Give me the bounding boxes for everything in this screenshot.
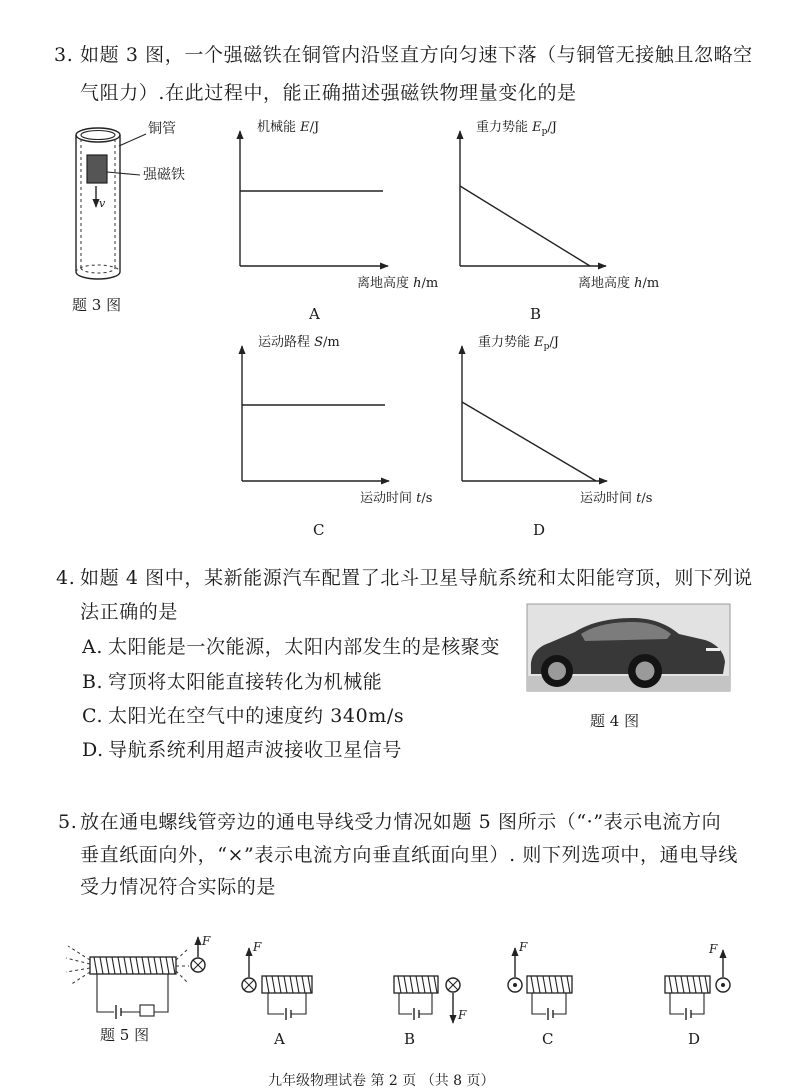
q4-option-d-label: D.	[82, 739, 104, 761]
option-b-force-label: F	[458, 1008, 467, 1022]
graph-b-x-label	[578, 276, 659, 292]
q5-number: 5.	[58, 811, 78, 833]
car-rear-wheel-rim	[548, 662, 566, 680]
graph-c-y-unit: /m	[323, 335, 340, 350]
current-dot	[513, 983, 517, 987]
graph-a-x-unit: /m	[421, 276, 439, 291]
graph-a-y-symbol: E	[300, 120, 310, 135]
q4-option-a-label: A.	[82, 636, 103, 658]
q5-option-c-letter: C	[542, 1030, 554, 1048]
q4-line-2: 法正确的是	[80, 601, 179, 623]
q4-number: 4.	[56, 567, 76, 589]
graph-b-x-unit: /m	[642, 276, 660, 291]
graph-a-y-unit: /J	[309, 120, 320, 135]
q4-option-b-text: 穹顶将太阳能直接转化为机械能	[108, 671, 383, 693]
q3-line-2: 气阻力）.在此过程中，能正确描述强磁铁物理量变化的是	[80, 82, 577, 104]
tube-label: 铜管	[148, 121, 176, 137]
graph-a	[240, 131, 388, 266]
circuit-wire	[268, 993, 284, 1014]
field-line	[66, 958, 90, 964]
switch-box	[140, 1005, 154, 1016]
tube-bottom-back-rim	[76, 265, 120, 272]
tube-top-inner-rim	[81, 131, 115, 140]
q5-line-2: 垂直纸面向外，“×”表示电流方向垂直纸面向里）. 则下列选项中，通电导线	[80, 844, 739, 866]
solenoid-option-b	[394, 976, 460, 1023]
graph-c-y-symbol: S	[314, 335, 324, 350]
q5-figure-caption: 题 5 图	[100, 1026, 150, 1044]
graph-b-y-name: 重力势能	[476, 120, 533, 135]
car-photo	[527, 604, 730, 691]
graph-d-x-unit: /s	[641, 491, 653, 506]
velocity-symbol: v	[99, 197, 106, 210]
graph-c-x-unit: /s	[421, 491, 433, 506]
main-figure-force-label: F	[202, 934, 211, 948]
current-dot	[721, 983, 725, 987]
graph-c	[242, 346, 389, 481]
magnet	[87, 155, 107, 183]
option-c-force-label: F	[519, 940, 528, 954]
graph-d-x-symbol: t	[636, 491, 642, 506]
q4-option-a-text: 太阳能是一次能源，太阳内部发生的是核聚变	[108, 636, 501, 658]
q5-line-1: 放在通电螺线管旁边的通电导线受力情况如题 5 图所示（“·”表示电流方向	[80, 811, 722, 833]
q5-option-a-letter: A	[274, 1030, 285, 1048]
circuit-wire	[419, 993, 432, 1014]
graph-b	[460, 131, 606, 266]
solenoid-figure-main	[66, 937, 205, 1019]
q5-line-3: 受力情况符合实际的是	[80, 876, 277, 898]
graph-a-x-symbol: h	[413, 276, 422, 291]
magnet-leader-line	[107, 172, 140, 175]
graph-c-y-name: 运动路程	[258, 335, 315, 350]
q4-option-b-label: B.	[82, 671, 104, 693]
graph-d-option-letter: D	[533, 521, 546, 539]
circuit-wire	[399, 993, 412, 1014]
graph-b-x-symbol: h	[634, 276, 643, 291]
graph-a-x-name: 离地高度	[357, 276, 414, 291]
car-headlight	[706, 648, 720, 651]
q4-line-1: 如题 4 图中，某新能源汽车配置了北斗卫星导航系统和太阳能穹顶，则下列说	[80, 567, 753, 589]
solenoid-option-c	[508, 948, 572, 1020]
graph-b-y-unit: /J	[547, 120, 557, 135]
magnet-label: 强磁铁	[143, 167, 185, 183]
graph-d-y-name: 重力势能	[478, 335, 535, 350]
graph-b-y-label	[476, 120, 557, 136]
circuit-wire	[532, 993, 546, 1014]
graph-c-x-name: 运动时间	[360, 491, 417, 506]
field-line	[70, 972, 90, 985]
q4-option-d-text: 导航系统利用超声波接收卫星信号	[108, 739, 403, 761]
graph-c-y-label	[258, 335, 340, 351]
solenoid-option-a	[242, 948, 312, 1020]
circuit-wire	[154, 974, 168, 1012]
graph-c-option-letter: C	[313, 521, 325, 539]
graph-b-x-name: 离地高度	[578, 276, 635, 291]
graph-c-x-label	[360, 491, 432, 507]
circuit-wire	[553, 993, 566, 1014]
solenoid-option-d	[665, 950, 730, 1020]
circuit-wire	[97, 974, 114, 1012]
graph-b-line	[460, 186, 590, 266]
graph-d-line	[462, 402, 596, 481]
q5-option-b-letter: B	[404, 1030, 416, 1048]
q5-option-d-letter: D	[688, 1030, 701, 1048]
graph-d-x-label	[580, 491, 652, 507]
option-d-force-label: F	[709, 942, 718, 956]
graph-a-y-label	[257, 120, 319, 136]
graph-d-y-label	[478, 335, 559, 351]
graph-a-option-letter: A	[309, 305, 320, 323]
graph-a-y-name: 机械能	[257, 120, 301, 135]
field-line	[66, 968, 90, 972]
q3-number: 3.	[54, 44, 74, 66]
q4-option-c-text: 太阳光在空气中的速度约 340m/s	[108, 705, 405, 727]
field-line	[176, 971, 188, 983]
graph-d-x-name: 运动时间	[580, 491, 637, 506]
graph-d	[462, 346, 607, 481]
circuit-wire	[670, 993, 684, 1014]
tube-bottom-inner-rim	[81, 268, 115, 273]
q4-figure-caption: 题 4 图	[590, 712, 640, 730]
q3-line-1: 如题 3 图，一个强磁铁在铜管内沿竖直方向匀速下落（与铜管无接触且忽略空	[80, 44, 753, 66]
graph-c-x-symbol: t	[416, 491, 422, 506]
option-a-force-label: F	[253, 940, 262, 954]
circuit-wire	[691, 993, 704, 1014]
graph-a-x-label	[357, 276, 438, 292]
car-front-wheel-rim	[636, 662, 655, 681]
tube-leader-line	[119, 134, 146, 146]
circuit-wire	[291, 993, 306, 1014]
graph-d-y-symbol: E	[534, 335, 544, 350]
field-line	[176, 949, 188, 960]
copper-tube-figure	[76, 128, 146, 279]
q4-option-c-label: C.	[82, 705, 104, 727]
graph-b-option-letter: B	[530, 305, 542, 323]
graph-d-y-unit: /J	[549, 335, 559, 350]
q3-figure-caption: 题 3 图	[72, 296, 122, 314]
graph-b-y-subscript: p	[541, 127, 548, 137]
page-footer: 九年级物理试卷 第 2 页 （共 8 页）	[268, 1073, 495, 1089]
graph-b-y-symbol: E	[532, 120, 542, 135]
graph-d-y-subscript: p	[543, 342, 550, 352]
field-line	[68, 946, 90, 960]
